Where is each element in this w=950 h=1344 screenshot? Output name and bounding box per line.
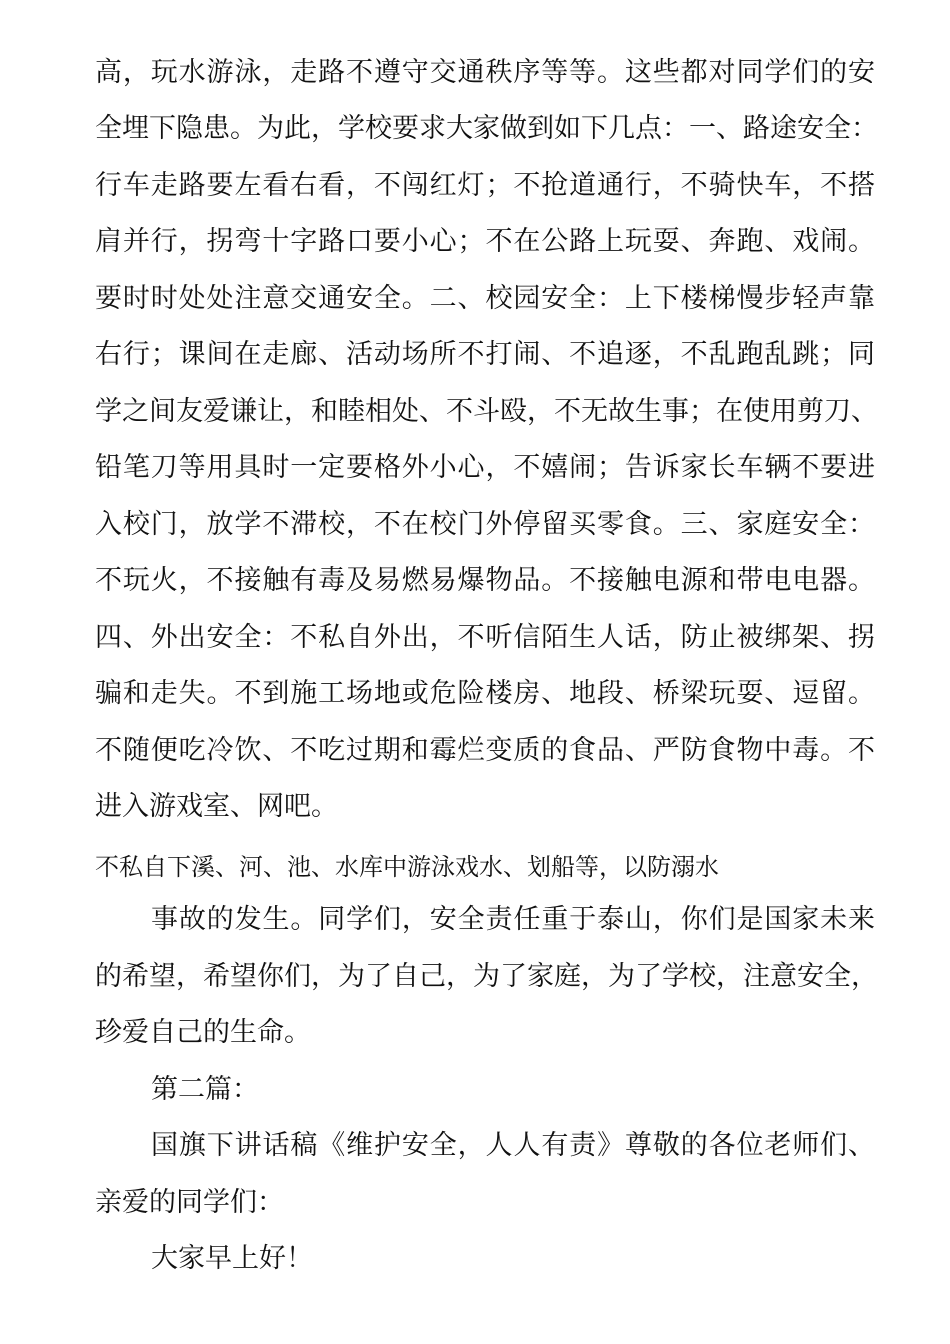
text-line: 事故的发生。同学们，安全责任重于泰山，你们是国家未来 bbox=[151, 904, 875, 935]
text-line: 铅笔刀等用具时一定要格外小心，不嬉闹；告诉家长车辆不要进 bbox=[95, 452, 875, 483]
text-line: 不随便吃冷饮、不吃过期和霉烂变质的食品、严防食物中毒。不 bbox=[95, 735, 875, 766]
speech-title: 国旗下讲话稿《维护安全，人人有责》尊敬的各位老师们、 bbox=[151, 1130, 875, 1161]
text-line: 要时时处处注意交通安全。二、校园安全：上下楼梯慢步轻声靠 bbox=[95, 283, 875, 314]
greeting: 大家早上好！ bbox=[151, 1243, 313, 1274]
text-line: 进入游戏室、网吧。 bbox=[95, 791, 338, 822]
text-line: 珍爱自己的生命。 bbox=[95, 1017, 311, 1048]
text-line: 肩并行，拐弯十字路口要小心；不在公路上玩耍、奔跑、戏闹。 bbox=[95, 226, 875, 257]
text-line: 骗和走失。不到施工场地或危险楼房、地段、桥梁玩耍、逗留。 bbox=[95, 678, 875, 709]
text-line: 行车走路要左看右看，不闯红灯；不抢道通行，不骑快车，不搭 bbox=[95, 170, 875, 201]
text-line: 的希望，希望你们，为了自己，为了家庭，为了学校，注意安全， bbox=[95, 961, 878, 992]
text-line: 高，玩水游泳，走路不遵守交通秩序等等。这些都对同学们的安 bbox=[95, 57, 875, 88]
section-label: 第二篇： bbox=[151, 1074, 259, 1105]
text-line-small: 不私自下溪、河、池、水库中游泳戏水、划船等，以防溺水 bbox=[95, 853, 719, 881]
text-line: 不玩火，不接触有毒及易燃易爆物品。不接触电源和带电电器。 bbox=[95, 565, 875, 596]
text-line: 右行；课间在走廊、活动场所不打闹、不追逐，不乱跑乱跳；同 bbox=[95, 339, 875, 370]
text-line: 四、外出安全：不私自外出，不听信陌生人话，防止被绑架、拐 bbox=[95, 622, 875, 653]
text-line: 学之间友爱谦让，和睦相处、不斗殴，不无故生事；在使用剪刀、 bbox=[95, 396, 878, 427]
speech-title: 亲爱的同学们： bbox=[95, 1187, 284, 1218]
text-line: 入校门，放学不滞校，不在校门外停留买零食。三、家庭安全： bbox=[95, 509, 875, 540]
text-line: 全埋下隐患。为此，学校要求大家做到如下几点：一、路途安全： bbox=[95, 113, 878, 144]
